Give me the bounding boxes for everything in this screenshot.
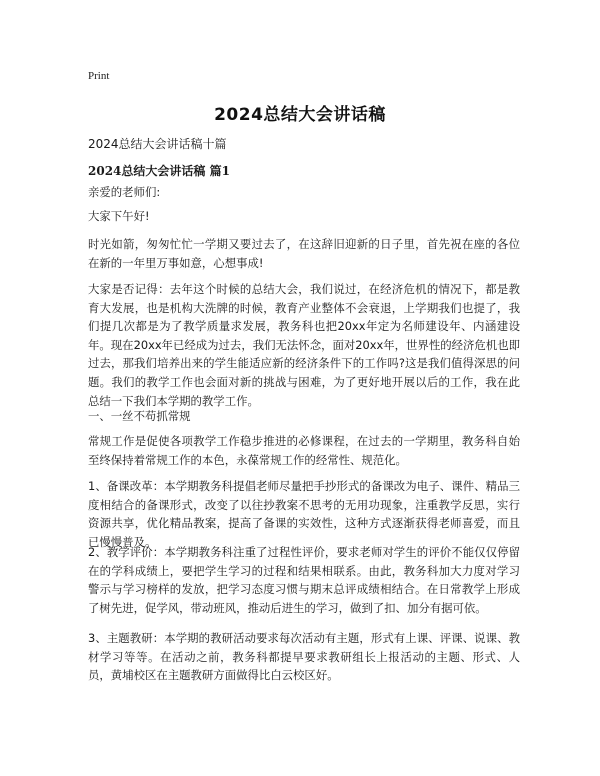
document-title: 2024总结大会讲话稿: [214, 105, 386, 125]
item-paragraph-3: 3、主题教研：本学期的教研活动要求每次活动有主题，形式有上课、评课、说课、教材学习等等。在活动之前，教务科都提早要求教研组长上报活动的主题、形式、人员，黄埔校区在主题教研方面做得比白云校区好。: [88, 631, 520, 683]
print-label[interactable]: Print: [88, 70, 110, 82]
greeting-line-2: 大家下午好!: [88, 209, 150, 223]
recall-paragraph: 大家是否记得：去年这个时候的总结大会，我们说过，在经济危机的情况下，都是教育大发展，也是机构大洗牌的时候，教育产业整体不会衰退，上学期我们也提了，我们提几次都是为了教学质量求发展，教务科也把20xx年定为名师建设年、内涵建设年。现在20xx年已经成为过去，我们无法怀念，面对20xx年，世界性的经济危机也即过去，那我们培养出来的学生能适应新的经济条件下的工作吗?这是我们值得深思的问题。我们的教学工作也会面对新的挑战与困难，为了更好地开展以后的工作，我在此总结一下我们本学期的教学工作。: [88, 282, 520, 408]
item-paragraph-2: 2、教学评价：本学期教务科注重了过程性评价，要求老师对学生的评价不能仅仅停留在的学科成绩上，要把学生学习的过程和结果相联系。由此，教务科加大力度对学习警示与学习榜样的发放，把学习态度习惯与期末总评成绩相结合。在日常教学上形成了树先进，促学风，带动班风，推动后进生的学习，做到了扣、加分有据可依。: [88, 545, 520, 615]
item-paragraph-1: 1、备课改革：本学期教务科提倡老师尽量把手抄形式的备课改为电子、课件、精品三度相结合的备课形式，改变了以往抄教案不思考的无用功现象，注重教学反思，实行资源共享，优化精品教案，提高了备课的实效性，这种方式逐渐获得老师喜爱，而且已慢慢普及。: [88, 479, 520, 549]
routine-paragraph: 常规工作是促使各项教学工作稳步推进的必修课程，在过去的一学期里，教务科自始至终保持着常规工作的本色，永葆常规工作的经常性、规范化。: [88, 434, 520, 467]
section-heading: 2024总结大会讲话稿 篇1: [88, 164, 230, 178]
intro-paragraph: 时光如箭，匆匆忙忙一学期又要过去了，在这辞旧迎新的日子里，首先祝在座的各位在新的一年里万事如意，心想事成!: [88, 237, 520, 270]
subsection-heading-1: 一、一丝不苟抓常规: [88, 409, 191, 423]
document-subtitle: 2024总结大会讲话稿十篇: [88, 137, 227, 151]
greeting-line: 亲爱的老师们:: [88, 185, 161, 199]
